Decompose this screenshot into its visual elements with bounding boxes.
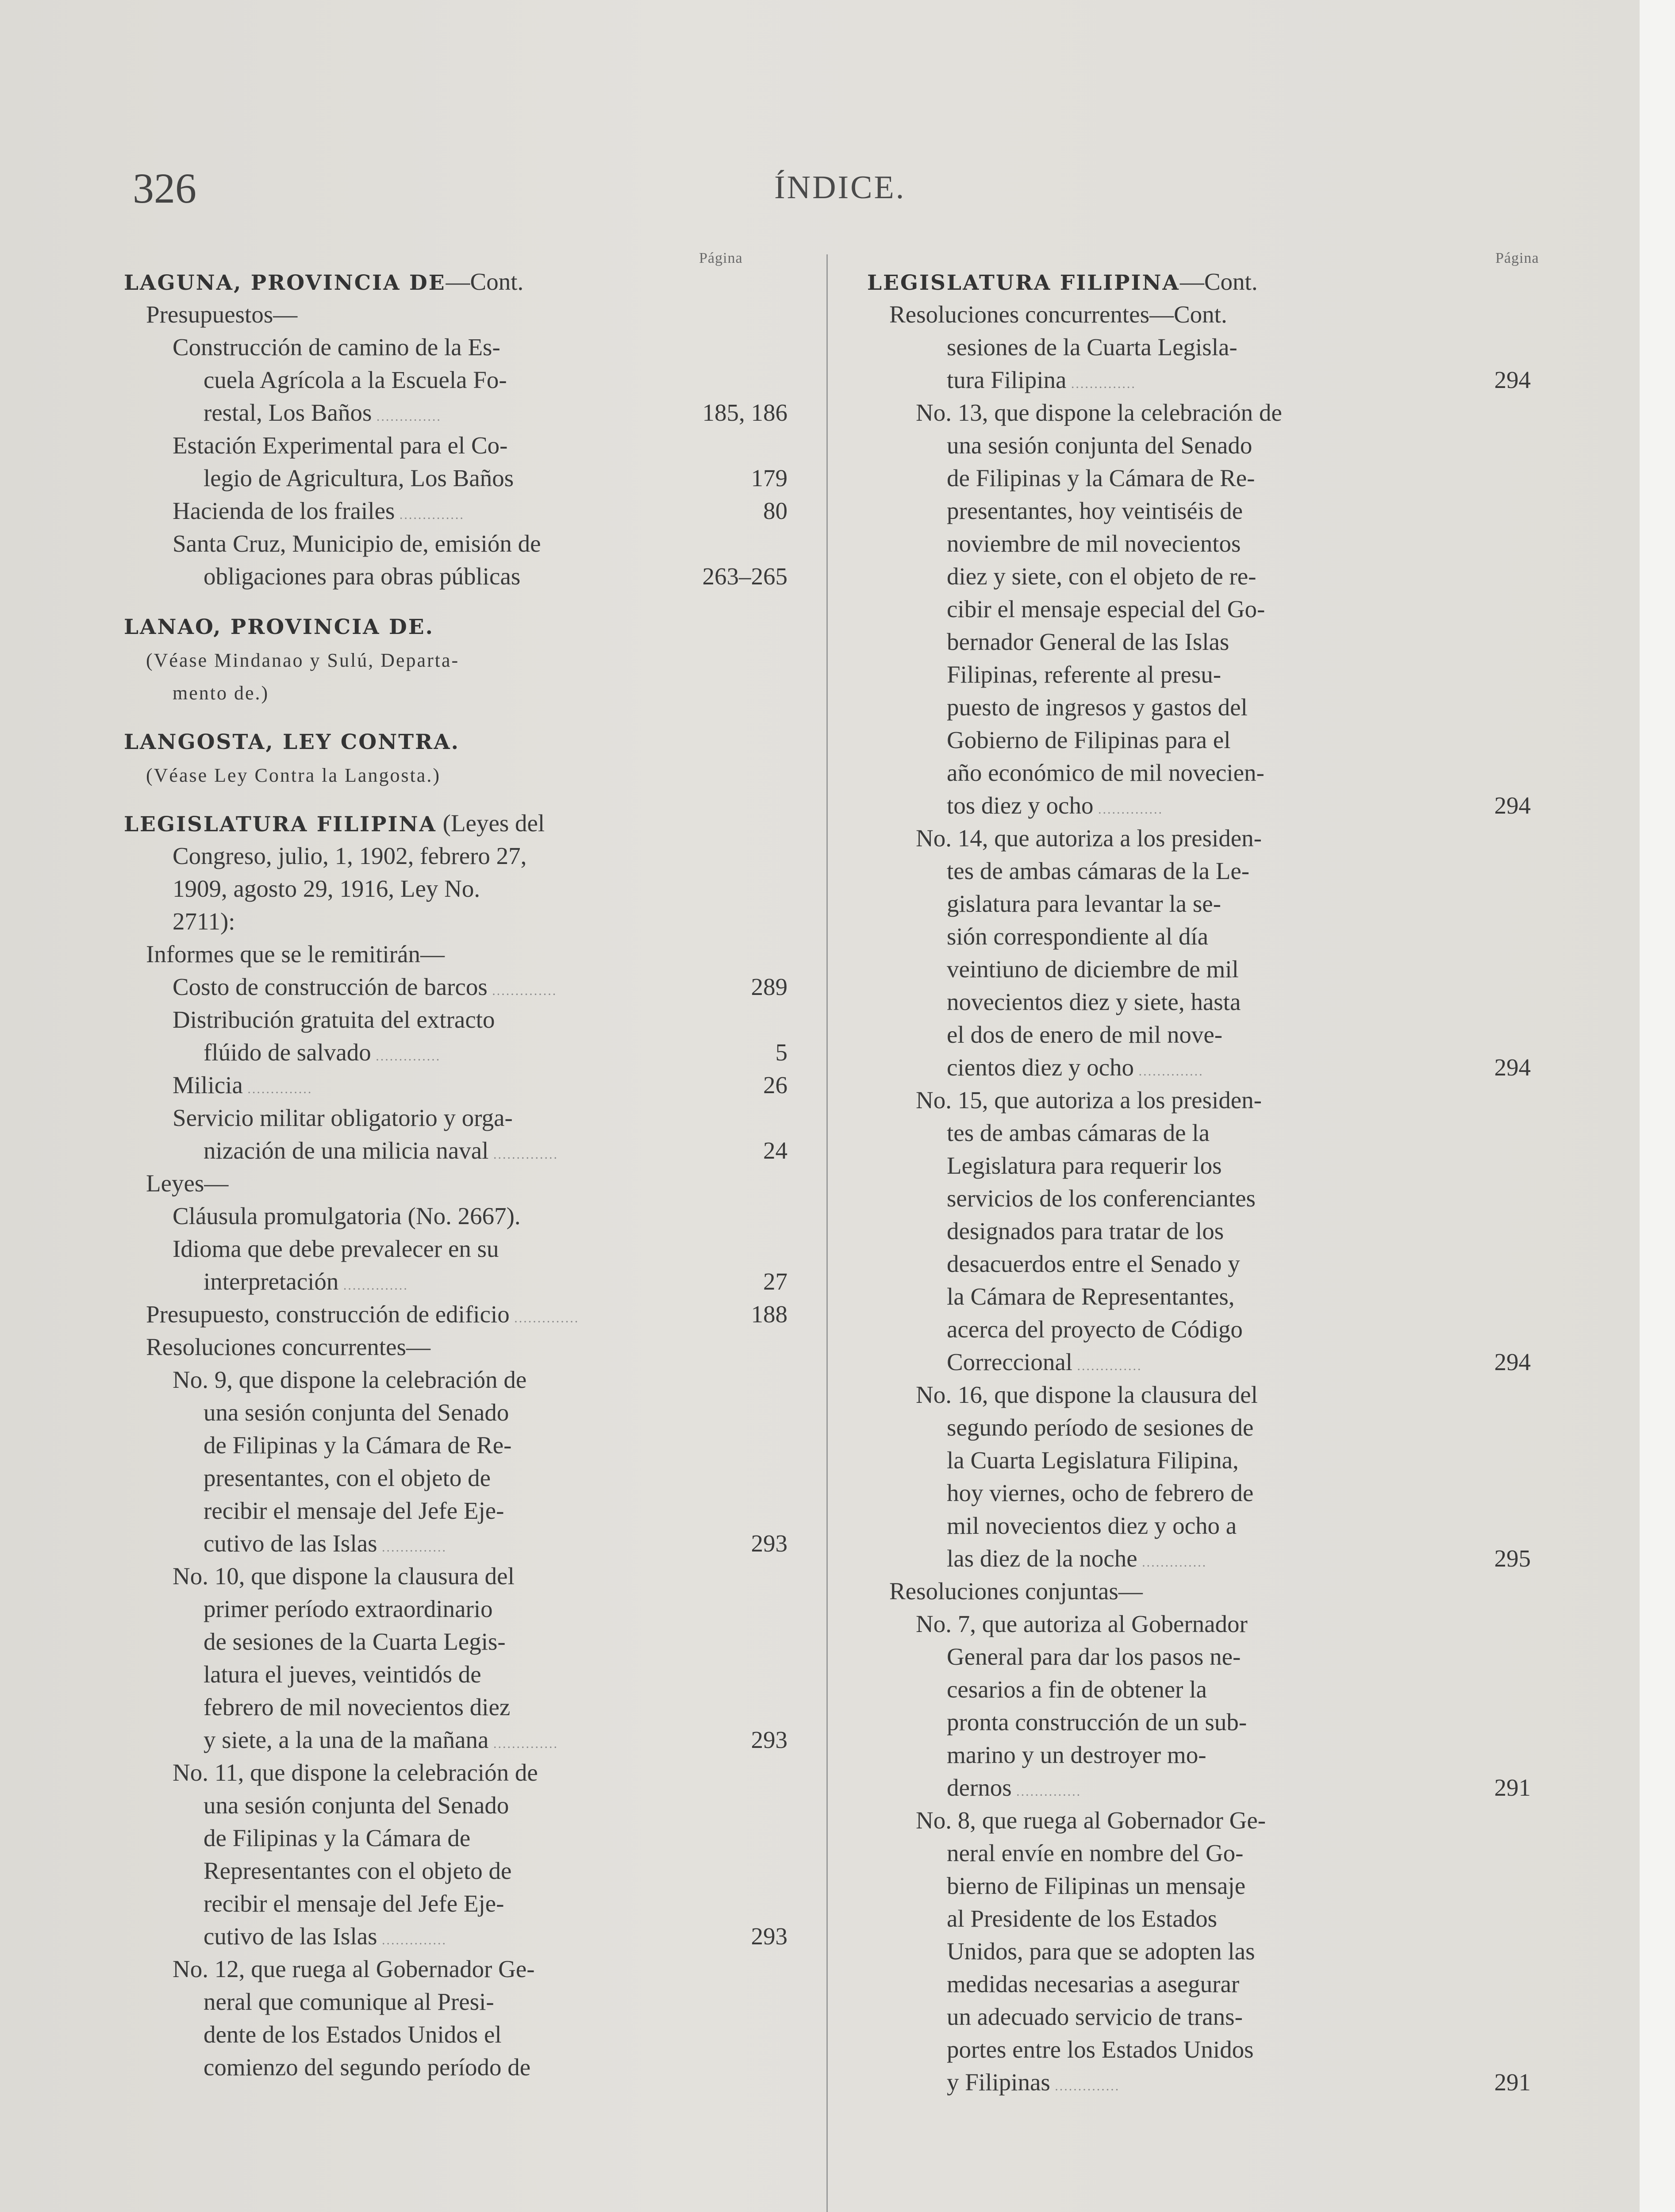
- index-column-left: [124, 265, 788, 2084]
- entry-text: tes de ambas cámaras de la: [947, 1119, 1210, 1146]
- index-entry-line: [867, 658, 1531, 691]
- entry-text: No. 14, que autoriza a los presiden-: [916, 825, 1262, 852]
- index-entry-line: [124, 1756, 788, 1789]
- index-entry-line: [124, 1363, 788, 1396]
- index-entry-line: [124, 1102, 788, 1134]
- index-entry-line: [867, 626, 1531, 658]
- index-entry-line: [124, 1953, 788, 1985]
- entry-text: marino y un destroyer mo-: [947, 1741, 1206, 1768]
- page-reference: 294: [1494, 1054, 1531, 1081]
- index-entry-line: [124, 1822, 788, 1855]
- index-entry-line: [124, 872, 788, 905]
- page-reference: 179: [751, 465, 788, 492]
- index-entry-line: [867, 1411, 1531, 1444]
- entry-text: Construcción de camino de la Es-: [173, 334, 500, 361]
- entry-text: presentantes, hoy veintiséis de: [947, 497, 1243, 524]
- page-reference: 185, 186: [702, 399, 788, 426]
- index-entry-line: [867, 1313, 1531, 1346]
- entry-text: Servicio militar obligatorio y orga-: [173, 1104, 513, 1131]
- entry-text: al Presidente de los Estados: [947, 1905, 1217, 1932]
- entry-text: (Véase Ley Contra la Langosta.): [146, 764, 441, 786]
- entry-text: veintiuno de diciembre de mil: [947, 956, 1239, 983]
- dot-leader: ..............: [377, 1933, 447, 1947]
- heading-continuation: (Leyes del: [436, 810, 545, 837]
- page-reference: 24: [763, 1137, 788, 1164]
- index-entry-line: [867, 887, 1531, 920]
- entry-text: medidas necesarias a asegurar: [947, 1970, 1240, 1997]
- entry-text: No. 16, que dispone la clausura del: [916, 1381, 1258, 1408]
- index-entry-with-page: [124, 1920, 788, 1953]
- entry-text: segundo período de sesiones de: [947, 1414, 1254, 1441]
- index-entry-line: [867, 1870, 1531, 1902]
- entry-text: Resoluciones conjuntas—: [889, 1578, 1143, 1605]
- entry-text: de Filipinas y la Cámara de Re-: [947, 465, 1255, 492]
- entry-text: nización de una milicia naval: [204, 1137, 489, 1164]
- index-heading: [124, 807, 788, 840]
- index-entry-with-page: [124, 1036, 788, 1069]
- entry-text: Cláusula promulgatoria (No. 2667).: [173, 1202, 521, 1229]
- entry-text: año económico de mil novecien-: [947, 759, 1264, 786]
- index-entry-with-page: [124, 462, 788, 495]
- entry-text: puesto de ingresos y gastos del: [947, 694, 1248, 721]
- entry-text: presentantes, con el objeto de: [204, 1464, 491, 1491]
- entry-text: 2711):: [173, 908, 235, 935]
- index-entry-with-page: [867, 1771, 1531, 1804]
- column-rule: [826, 254, 828, 2212]
- index-entry-line: [124, 1625, 788, 1658]
- page-reference: 294: [1494, 792, 1531, 819]
- entry-text: Resoluciones concurrentes—: [146, 1333, 431, 1360]
- dot-leader: ..............: [487, 983, 557, 998]
- index-heading: [867, 265, 1531, 298]
- dot-leader: ..............: [338, 1278, 408, 1293]
- entry-text: Milicia: [173, 1071, 243, 1098]
- entry-text: servicios de los conferenciantes: [947, 1185, 1256, 1212]
- entry-text: Estación Experimental para el Co-: [173, 432, 508, 459]
- index-entry-line: [124, 1462, 788, 1494]
- index-entry-line: [124, 331, 788, 364]
- index-entry-line: [124, 1429, 788, 1462]
- index-entry-with-page: [867, 1542, 1531, 1575]
- index-entry-line: [124, 1658, 788, 1691]
- index-entry-with-page: [124, 971, 788, 1003]
- entry-text: Correccional: [947, 1348, 1073, 1375]
- heading-continuation: —Cont.: [446, 268, 524, 295]
- page-edge: [1640, 0, 1675, 2212]
- entry-text: recibir el mensaje del Jefe Eje-: [204, 1890, 504, 1917]
- heading-text: LANGOSTA, LEY CONTRA.: [124, 730, 460, 754]
- entry-text: Informes que se le remitirán—: [146, 941, 445, 968]
- entry-text: de sesiones de la Cuarta Legis-: [204, 1628, 506, 1655]
- entry-text: 1909, agosto 29, 1916, Ley No.: [173, 875, 480, 902]
- index-entry-line: [867, 331, 1531, 364]
- entry-text: tos diez y ocho: [947, 792, 1094, 819]
- entry-text: cutivo de las Islas: [204, 1923, 377, 1950]
- entry-text: cutivo de las Islas: [204, 1530, 377, 1557]
- entry-text: Unidos, para que se adopten las: [947, 1938, 1255, 1965]
- entry-text: cesarios a fin de obtener la: [947, 1676, 1207, 1703]
- heading-text: LEGISLATURA FILIPINA: [867, 271, 1180, 295]
- heading-text: LEGISLATURA FILIPINA: [124, 812, 437, 837]
- entry-text: cibir el mensaje especial del Go-: [947, 595, 1265, 622]
- entry-text: dernos: [947, 1774, 1012, 1801]
- entry-text: las diez de la noche: [947, 1545, 1137, 1572]
- entry-text: tes de ambas cámaras de la Le-: [947, 857, 1250, 884]
- index-entry-line: [124, 1691, 788, 1724]
- entry-text: No. 11, que dispone la celebración de: [173, 1759, 538, 1786]
- entry-text: la Cuarta Legislatura Filipina,: [947, 1447, 1239, 1474]
- entry-text: Representantes con el objeto de: [204, 1857, 512, 1884]
- entry-text: bernador General de las Islas: [947, 628, 1229, 655]
- index-heading: [124, 265, 788, 298]
- entry-text: mil novecientos diez y ocho a: [947, 1512, 1237, 1539]
- dot-leader: ..............: [395, 507, 465, 522]
- entry-text: la Cámara de Representantes,: [947, 1283, 1235, 1310]
- page-reference: 263–265: [702, 563, 788, 590]
- entry-text: Presupuestos—: [146, 301, 298, 328]
- page-reference: 293: [751, 1530, 788, 1557]
- index-entry-line: [867, 1837, 1531, 1870]
- index-entry-line: [867, 953, 1531, 986]
- entry-text: tura Filipina: [947, 366, 1067, 393]
- entry-text: (Véase Mindanao y Sulú, Departa-: [146, 649, 460, 671]
- entry-text: No. 15, que autoriza a los presiden-: [916, 1087, 1262, 1114]
- dot-leader: ..............: [377, 1540, 447, 1555]
- index-entry-line: [867, 1575, 1531, 1608]
- index-entry-with-page: [124, 396, 788, 429]
- index-entry-with-page: [124, 1527, 788, 1560]
- entry-text: hoy viernes, ocho de febrero de: [947, 1479, 1254, 1506]
- index-entry-line: [124, 675, 788, 708]
- dot-leader: ..............: [1066, 376, 1136, 391]
- entry-text: Idioma que debe prevalecer en su: [173, 1235, 499, 1262]
- index-entry-line: [867, 986, 1531, 1018]
- index-entry-line: [867, 396, 1531, 429]
- index-entry-line: [124, 1494, 788, 1527]
- index-entry-line: [867, 1084, 1531, 1117]
- page-reference: 80: [763, 497, 788, 524]
- entry-text: dente de los Estados Unidos el: [204, 2021, 502, 2048]
- index-entry-with-page: [124, 1134, 788, 1167]
- index-entry-with-page: [867, 1346, 1531, 1379]
- page-reference: 188: [751, 1301, 788, 1328]
- entry-gap: [124, 593, 788, 610]
- entry-text: mento de.): [173, 682, 269, 704]
- entry-text: latura el jueves, veintidós de: [204, 1661, 481, 1688]
- index-entry-line: [867, 1018, 1531, 1051]
- index-entry-line: [867, 1968, 1531, 2001]
- index-entry-with-page: [124, 560, 788, 593]
- index-entry-line: [124, 364, 788, 396]
- heading-text: LAGUNA, PROVINCIA DE: [124, 271, 446, 295]
- index-column-right: [867, 265, 1531, 2099]
- entry-text: interpretación: [204, 1268, 339, 1295]
- index-entry-line: [124, 2018, 788, 2051]
- entry-text: Presupuesto, construcción de edificio: [146, 1301, 510, 1328]
- entry-text: Costo de construcción de barcos: [173, 973, 488, 1000]
- entry-text: novecientos diez y siete, hasta: [947, 988, 1241, 1015]
- entry-text: comienzo del segundo período de: [204, 2054, 531, 2081]
- pagina-label-left: Página: [699, 250, 743, 266]
- index-entry-with-page: [867, 364, 1531, 396]
- index-entry-line: [124, 1593, 788, 1625]
- entry-text: febrero de mil novecientos diez: [204, 1694, 511, 1720]
- index-entry-line: [867, 495, 1531, 527]
- entry-text: de Filipinas y la Cámara de Re-: [204, 1432, 512, 1459]
- index-entry-with-page: [124, 1069, 788, 1102]
- index-entry-line: [867, 1117, 1531, 1149]
- page-reference: 294: [1494, 366, 1531, 393]
- entry-text: General para dar los pasos ne-: [947, 1643, 1241, 1670]
- entry-text: neral envíe en nombre del Go-: [947, 1839, 1244, 1866]
- entry-text: Distribución gratuita del extracto: [173, 1006, 495, 1033]
- entry-text: diez y siete, con el objeto de re-: [947, 563, 1256, 590]
- entry-text: restal, Los Baños: [204, 399, 372, 426]
- index-entry-line: [867, 691, 1531, 724]
- index-entry-line: [867, 1444, 1531, 1477]
- index-entry-line: [124, 938, 788, 971]
- index-entry-line: [124, 2051, 788, 2084]
- page-reference: 293: [751, 1923, 788, 1950]
- index-entry-line: [867, 560, 1531, 593]
- index-entry-line: [124, 298, 788, 331]
- page-reference: 294: [1494, 1348, 1531, 1375]
- index-entry-line: [124, 1985, 788, 2018]
- index-entry-with-page: [867, 789, 1531, 822]
- entry-text: recibir el mensaje del Jefe Eje-: [204, 1497, 504, 1524]
- entry-text: Congreso, julio, 1, 1902, febrero 27,: [173, 842, 527, 869]
- index-entry-line: [867, 1215, 1531, 1248]
- entry-text: desacuerdos entre el Senado y: [947, 1250, 1240, 1277]
- entry-text: primer período extraordinario: [204, 1595, 493, 1622]
- entry-text: flúido de salvado: [204, 1039, 371, 1066]
- index-entry-line: [867, 1673, 1531, 1706]
- index-entry-line: [124, 527, 788, 560]
- page-reference: 293: [751, 1726, 788, 1753]
- entry-text: Legislatura para requerir los: [947, 1152, 1222, 1179]
- index-entry-line: [867, 527, 1531, 560]
- index-entry-line: [867, 1902, 1531, 1935]
- index-heading: [124, 725, 788, 757]
- entry-text: de Filipinas y la Cámara de: [204, 1824, 471, 1851]
- index-entry-line: [867, 429, 1531, 462]
- entry-text: neral que comunique al Presi-: [204, 1988, 494, 2015]
- page-reference: 5: [775, 1039, 788, 1066]
- entry-text: una sesión conjunta del Senado: [204, 1792, 509, 1819]
- page-reference: 291: [1494, 1774, 1531, 1801]
- index-entry-line: [124, 840, 788, 872]
- page-reference: 295: [1494, 1545, 1531, 1572]
- dot-leader: ..............: [1072, 1359, 1142, 1373]
- entry-text: sesiones de la Cuarta Legisla-: [947, 334, 1237, 361]
- index-entry-line: [124, 757, 788, 790]
- entry-text: un adecuado servicio de trans-: [947, 2003, 1243, 2030]
- entry-text: cuela Agrícola a la Escuela Fo-: [204, 366, 507, 393]
- index-entry-line: [867, 1477, 1531, 1509]
- index-entry-line: [124, 1233, 788, 1265]
- dot-leader: ..............: [488, 1147, 558, 1162]
- entry-gap: [124, 790, 788, 807]
- index-entry-with-page: [124, 1298, 788, 1331]
- dot-leader: ..............: [488, 1736, 558, 1751]
- index-entry-line: [867, 1804, 1531, 1837]
- heading-text: LANAO, PROVINCIA DE.: [124, 615, 434, 639]
- index-entry-with-page: [124, 1265, 788, 1298]
- index-entry-line: [867, 593, 1531, 626]
- index-entry-with-page: [124, 1724, 788, 1756]
- index-entry-line: [867, 2001, 1531, 2033]
- dot-leader: ..............: [1050, 2079, 1120, 2093]
- index-entry-line: [867, 2033, 1531, 2066]
- entry-text: y siete, a la una de la mañana: [204, 1726, 489, 1753]
- entry-text: portes entre los Estados Unidos: [947, 2036, 1254, 2063]
- dot-leader: ..............: [1134, 1064, 1204, 1079]
- entry-text: noviembre de mil novecientos: [947, 530, 1241, 557]
- dot-leader: ..............: [1011, 1784, 1082, 1799]
- entry-text: bierno de Filipinas un mensaje: [947, 1872, 1246, 1899]
- entry-text: No. 13, que dispone la celebración de: [916, 399, 1282, 426]
- index-entry-line: [867, 1182, 1531, 1215]
- index-heading: [124, 610, 788, 642]
- index-entry-line: [867, 1739, 1531, 1771]
- entry-gap: [124, 708, 788, 725]
- dot-leader: ..............: [372, 409, 442, 424]
- entry-text: Hacienda de los frailes: [173, 497, 395, 524]
- entry-text: No. 10, que dispone la clausura del: [173, 1563, 515, 1590]
- entry-text: No. 7, que autoriza al Gobernador: [916, 1610, 1248, 1637]
- entry-text: No. 8, que ruega al Gobernador Ge-: [916, 1807, 1266, 1834]
- dot-leader: ..............: [1093, 802, 1163, 817]
- index-entry-line: [867, 1379, 1531, 1411]
- index-entry-line: [867, 920, 1531, 953]
- entry-text: legio de Agricultura, Los Baños: [204, 465, 514, 492]
- entry-text: Gobierno de Filipinas para el: [947, 726, 1231, 753]
- index-entry-line: [867, 298, 1531, 331]
- entry-text: No. 9, que dispone la celebración de: [173, 1366, 527, 1393]
- index-entry-line: [867, 462, 1531, 495]
- page-reference: 291: [1494, 2069, 1531, 2096]
- heading-continuation: —Cont.: [1179, 268, 1258, 295]
- index-entry-line: [124, 1167, 788, 1200]
- dot-leader: ..............: [242, 1082, 313, 1096]
- entry-text: cientos diez y ocho: [947, 1054, 1134, 1081]
- index-entry-with-page: [124, 495, 788, 527]
- entry-text: pronta construcción de un sub-: [947, 1709, 1247, 1736]
- entry-text: una sesión conjunta del Senado: [204, 1399, 509, 1426]
- index-entry-line: [867, 822, 1531, 855]
- entry-text: designados para tratar de los: [947, 1217, 1224, 1244]
- index-entry-line: [867, 1149, 1531, 1182]
- entry-text: y Filipinas: [947, 2069, 1050, 2096]
- dot-leader: ..............: [509, 1311, 580, 1325]
- index-entry-line: [867, 757, 1531, 789]
- index-entry-line: [124, 1331, 788, 1363]
- index-entry-line: [124, 1789, 788, 1822]
- entry-text: Leyes—: [146, 1170, 229, 1197]
- index-entry-line: [867, 1509, 1531, 1542]
- page-reference: 289: [751, 973, 788, 1000]
- entry-text: acerca del proyecto de Código: [947, 1316, 1243, 1343]
- entry-text: obligaciones para obras públicas: [204, 563, 521, 590]
- page-reference: 27: [763, 1268, 788, 1295]
- index-entry-line: [867, 1280, 1531, 1313]
- pagina-label-right: Página: [1495, 250, 1539, 266]
- index-entry-line: [124, 905, 788, 938]
- dot-leader: ..............: [371, 1049, 441, 1064]
- dot-leader: ..............: [1137, 1555, 1207, 1570]
- index-entry-line: [867, 1935, 1531, 1968]
- entry-text: gislatura para levantar la se-: [947, 890, 1221, 917]
- entry-text: el dos de enero de mil nove-: [947, 1021, 1223, 1048]
- page-number: 326: [133, 165, 196, 212]
- running-title: ÍNDICE.: [774, 169, 906, 206]
- index-entry-line: [867, 1248, 1531, 1280]
- index-entry-line: [124, 1396, 788, 1429]
- index-entry-line: [867, 724, 1531, 757]
- page-reference: 26: [763, 1071, 788, 1098]
- entry-text: Filipinas, referente al presu-: [947, 661, 1222, 688]
- index-entry-line: [124, 1003, 788, 1036]
- entry-text: sión correspondiente al día: [947, 923, 1209, 950]
- index-entry-line: [124, 429, 788, 462]
- entry-text: Santa Cruz, Municipio de, emisión de: [173, 530, 541, 557]
- entry-text: una sesión conjunta del Senado: [947, 432, 1252, 459]
- entry-text: No. 12, que ruega al Gobernador Ge-: [173, 1955, 535, 1982]
- index-entry-with-page: [867, 1051, 1531, 1084]
- index-entry-line: [124, 642, 788, 675]
- index-entry-line: [124, 1200, 788, 1233]
- index-entry-line: [867, 1706, 1531, 1739]
- index-entry-with-page: [867, 2066, 1531, 2099]
- index-entry-line: [867, 855, 1531, 887]
- index-entry-line: [867, 1608, 1531, 1640]
- index-entry-line: [867, 1640, 1531, 1673]
- index-entry-line: [124, 1855, 788, 1887]
- index-entry-line: [124, 1560, 788, 1593]
- index-entry-line: [124, 1887, 788, 1920]
- entry-text: Resoluciones concurrentes—Cont.: [889, 301, 1227, 328]
